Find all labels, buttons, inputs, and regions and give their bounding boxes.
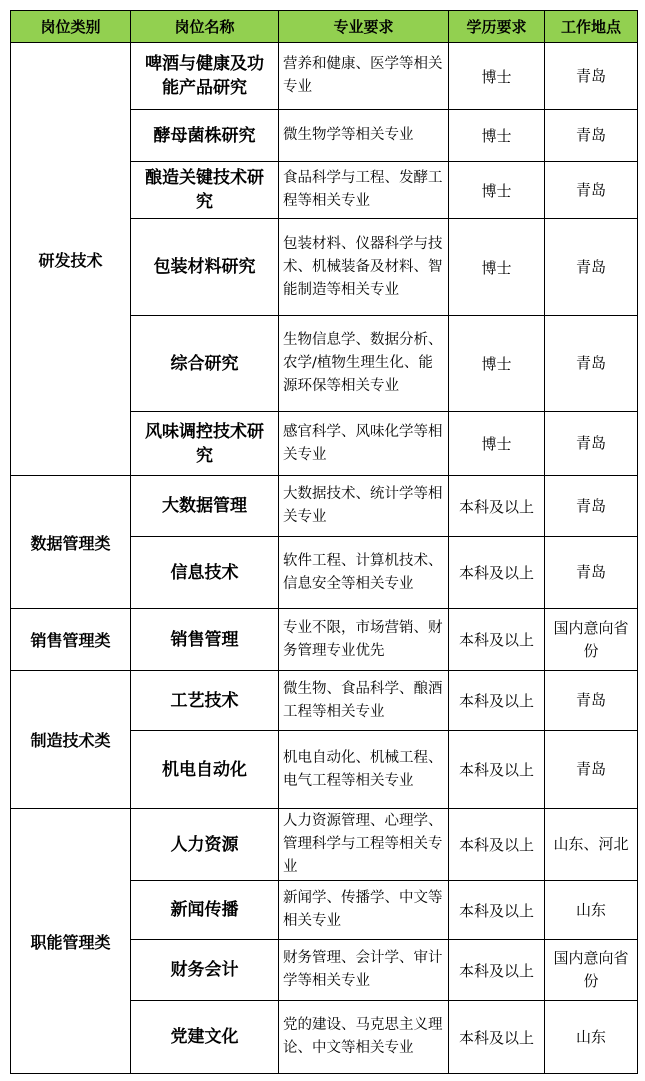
work-location: 青岛	[545, 476, 638, 537]
education-requirement: 博士	[449, 43, 545, 110]
positions-table	[10, 10, 638, 1074]
table-row	[11, 476, 638, 537]
work-location: 青岛	[545, 671, 638, 731]
education-requirement: 博士	[449, 162, 545, 219]
education-requirement: 博士	[449, 219, 545, 316]
work-location: 国内意向省份	[545, 609, 638, 671]
position-name: 酵母菌株研究	[131, 110, 279, 162]
education-requirement: 博士	[449, 110, 545, 162]
major-requirement: 人力资源管理、心理学、管理科学与工程等相关专业	[279, 809, 449, 881]
major-requirement: 包装材料、仪器科学与技术、机械装备及材料、智能制造等相关专业	[279, 219, 449, 316]
work-location: 山东	[545, 881, 638, 940]
major-requirement: 软件工程、计算机技术、信息安全等相关专业	[279, 537, 449, 609]
table-row	[11, 43, 638, 110]
position-name: 风味调控技术研究	[131, 412, 279, 476]
header-major: 专业要求	[279, 11, 449, 43]
work-location: 国内意向省份	[545, 940, 638, 1001]
education-requirement: 本科及以上	[449, 609, 545, 671]
work-location: 山东、河北	[545, 809, 638, 881]
education-requirement: 本科及以上	[449, 881, 545, 940]
work-location: 山东	[545, 1001, 638, 1074]
major-requirement: 微生物、食品科学、酿酒工程等相关专业	[279, 671, 449, 731]
header-location: 工作地点	[545, 11, 638, 43]
major-requirement: 新闻学、传播学、中文等相关专业	[279, 881, 449, 940]
category-cell: 销售管理类	[11, 609, 131, 671]
position-name: 酿造关键技术研究	[131, 162, 279, 219]
major-requirement: 党的建设、马克思主义理论、中文等相关专业	[279, 1001, 449, 1074]
header-category: 岗位类别	[11, 11, 131, 43]
work-location: 青岛	[545, 412, 638, 476]
work-location: 青岛	[545, 162, 638, 219]
position-name: 销售管理	[131, 609, 279, 671]
major-requirement: 机电自动化、机械工程、电气工程等相关专业	[279, 731, 449, 809]
education-requirement: 本科及以上	[449, 476, 545, 537]
category-cell: 数据管理类	[11, 476, 131, 609]
major-requirement: 生物信息学、数据分析、农学/植物生理生化、能源环保等相关专业	[279, 316, 449, 412]
education-requirement: 本科及以上	[449, 537, 545, 609]
header-position-name: 岗位名称	[131, 11, 279, 43]
position-name: 工艺技术	[131, 671, 279, 731]
position-name: 财务会计	[131, 940, 279, 1001]
category-cell: 研发技术	[11, 43, 131, 476]
position-name: 党建文化	[131, 1001, 279, 1074]
position-name: 啤酒与健康及功能产品研究	[131, 43, 279, 110]
position-name: 大数据管理	[131, 476, 279, 537]
table-row	[11, 671, 638, 731]
work-location: 青岛	[545, 43, 638, 110]
major-requirement: 大数据技术、统计学等相关专业	[279, 476, 449, 537]
major-requirement: 微生物学等相关专业	[279, 110, 449, 162]
education-requirement: 本科及以上	[449, 731, 545, 809]
work-location: 青岛	[545, 731, 638, 809]
position-name: 包装材料研究	[131, 219, 279, 316]
position-name: 人力资源	[131, 809, 279, 881]
table-row	[11, 809, 638, 881]
major-requirement: 专业不限，市场营销、财务管理专业优先	[279, 609, 449, 671]
education-requirement: 本科及以上	[449, 940, 545, 1001]
category-cell: 职能管理类	[11, 809, 131, 1074]
position-name: 新闻传播	[131, 881, 279, 940]
education-requirement: 博士	[449, 316, 545, 412]
education-requirement: 本科及以上	[449, 1001, 545, 1074]
table-row	[11, 609, 638, 671]
work-location: 青岛	[545, 110, 638, 162]
education-requirement: 本科及以上	[449, 671, 545, 731]
major-requirement: 营养和健康、医学等相关专业	[279, 43, 449, 110]
position-name: 综合研究	[131, 316, 279, 412]
position-name: 机电自动化	[131, 731, 279, 809]
work-location: 青岛	[545, 219, 638, 316]
work-location: 青岛	[545, 537, 638, 609]
header-education: 学历要求	[449, 11, 545, 43]
major-requirement: 财务管理、会计学、审计学等相关专业	[279, 940, 449, 1001]
work-location: 青岛	[545, 316, 638, 412]
education-requirement: 博士	[449, 412, 545, 476]
major-requirement: 食品科学与工程、发酵工程等相关专业	[279, 162, 449, 219]
category-cell: 制造技术类	[11, 671, 131, 809]
position-name: 信息技术	[131, 537, 279, 609]
major-requirement: 感官科学、风味化学等相关专业	[279, 412, 449, 476]
header-row	[11, 11, 638, 43]
education-requirement: 本科及以上	[449, 809, 545, 881]
